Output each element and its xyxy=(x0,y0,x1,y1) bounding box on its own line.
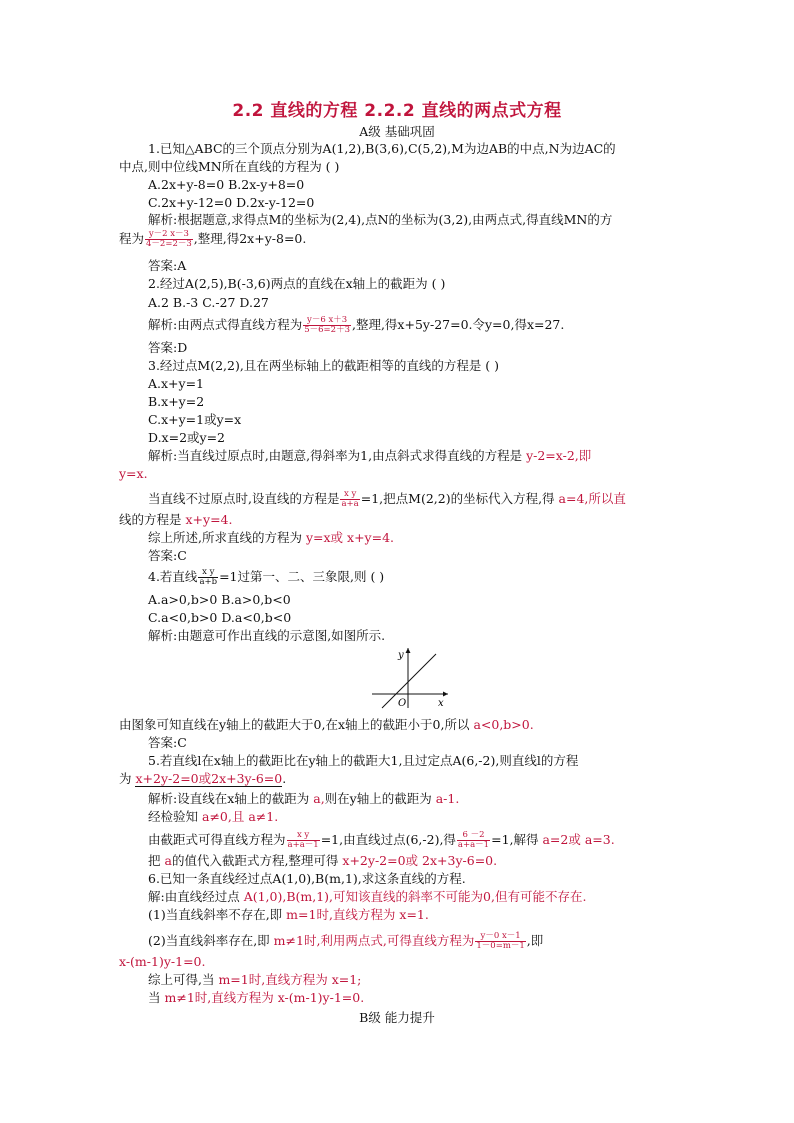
q3-analysis-line3 xyxy=(148,490,626,509)
q3-stem: 3.经过点M(2,2),且在两坐标轴上的截距相等的直线的方程是 ( ) xyxy=(148,358,500,373)
q4-line-diagram xyxy=(370,644,450,710)
q6-summary2-equation: x-(m-1)y-1=0. xyxy=(273,990,365,1005)
q6-solution-points: A(1,0),B(m,1),可知该直线的斜率不可能为0,但有可能不存在. xyxy=(239,889,587,904)
q6-case1-equation: x=1. xyxy=(395,907,429,922)
q3-answer: 答案:C xyxy=(148,548,187,563)
q3-option-d: D.x=2或y=2 xyxy=(148,430,226,445)
q3-option-b: B.x+y=2 xyxy=(148,394,205,409)
q2-fraction-numerator: y－6 x＋3 xyxy=(303,316,351,326)
q3-analysis-equation: y-2=x-2,即 xyxy=(522,448,592,463)
q1-option-cd: C.2x+y-12=0 D.2x-y-12=0 xyxy=(148,195,315,210)
q5-substitute-prefix: 把 xyxy=(148,853,161,868)
section-a-heading: A级 基础巩固 xyxy=(359,124,435,139)
q5-analysis-a: a, xyxy=(309,791,325,806)
q6-summary1-prefix: 综上可得,当 xyxy=(148,972,215,987)
q5-fraction-1 xyxy=(287,831,320,850)
q6-stem: 6.已知一条直线经过点A(1,0),B(m,1),求这条直线的方程. xyxy=(148,871,466,886)
q6-summary2-prefix: 当 xyxy=(148,990,161,1005)
q3-analysis-text: 解析:当直线过原点时,由题意,得斜率为1,由点斜式求得直线的方程是 xyxy=(148,448,523,463)
q5-stem-line2 xyxy=(119,771,286,787)
q5-fraction-2-denominator: a+a－1 xyxy=(457,840,490,850)
q6-summary1-condition: m=1时,直线方程为 xyxy=(214,972,328,987)
q1-stem-line2: 中点,则中位线MN所在直线的方程为 ( ) xyxy=(119,159,340,174)
q4-fraction xyxy=(198,568,218,587)
q6-case2-result: x-(m-1)y-1=0. xyxy=(119,954,206,969)
q6-summary2-condition: m≠1时,直线方程为 xyxy=(160,990,274,1005)
q1-analysis-result: ,整理,得2x+y-8=0. xyxy=(193,231,307,246)
q5-intercept-values: a=2或 a=3. xyxy=(538,832,615,847)
q4-analysis: 解析:由题意可作出直线的示意图,如图所示. xyxy=(148,628,386,643)
q1-analysis-text: 解析:根据题意,求得点M的坐标为(2,4),点N的坐标为(3,2),由两点式,得直线MN的方 xyxy=(148,212,613,227)
q6-fraction-numerator: y－0 x－1 xyxy=(475,932,525,942)
q2-fraction xyxy=(303,316,351,335)
q3-fraction-denominator: a+a xyxy=(341,499,359,509)
q5-analysis-line3 xyxy=(148,831,615,850)
q5-fraction-1-denominator: a+a－1 xyxy=(287,840,319,850)
q1-answer-text: 答案:A xyxy=(148,258,187,273)
x-axis-arrow xyxy=(443,692,448,697)
q3-summary-equations: y=x或 x+y=4. xyxy=(301,530,395,545)
q6-case1-prefix: (1)当直线斜率不存在,即 xyxy=(148,907,283,922)
sketch-line xyxy=(382,654,436,708)
q1-stem-line1: 1.已知△ABC的三个顶点分别为A(1,2),B(3,6),C(5,2),M为边AB的中点,N为边AC的 xyxy=(148,141,616,156)
q5-analysis-prefix: 解析:设直线在x轴上的截距为 xyxy=(148,791,310,806)
q5-fraction-1-numerator: x y xyxy=(287,831,320,841)
q4-fraction-denominator: a+b xyxy=(199,577,218,587)
q2-analysis xyxy=(148,316,564,335)
q3-analysis-case2: 当直线不过原点时,设直线的方程是 xyxy=(148,491,340,506)
q3-summary xyxy=(148,530,394,546)
q1-analysis xyxy=(148,212,612,228)
q6-fraction xyxy=(475,932,525,951)
q3-analysis-line2: y=x. xyxy=(119,466,148,481)
q2-stem: 2.经过A(2,5),B(-3,6)两点的直线在x轴上的截距为 ( ) xyxy=(148,276,446,291)
q2-answer: 答案:D xyxy=(148,340,188,355)
q3-analysis-a-value: a=4,所以直 xyxy=(554,491,626,506)
q5-fraction-2-numerator: 6 －2 xyxy=(457,831,490,841)
q5-stem-period: . xyxy=(282,771,287,786)
q6-summary-line2 xyxy=(148,990,364,1006)
q4-conclusion-result: a<0,b>0. xyxy=(469,717,534,732)
q2-analysis-result: ,整理,得x+5y-27=0.令y=0,得x=27. xyxy=(351,317,565,332)
q5-analysis-line4 xyxy=(148,853,497,869)
q2-options: A.2 B.-3 C.-27 D.27 xyxy=(148,295,269,310)
q5-intercept-mid: =1,由直线过点(6,-2),得 xyxy=(320,832,456,847)
q1-option-ab: A.2x+y-8=0 B.2x-y+8=0 xyxy=(148,177,305,192)
q5-analysis-line1 xyxy=(148,791,459,807)
q5-substitute-a: a xyxy=(160,853,172,868)
q1-answer xyxy=(148,258,186,274)
q6-fraction-denominator: 1－0=m－1 xyxy=(476,941,525,951)
q3-option-a: A.x+y=1 xyxy=(148,376,205,391)
origin-label: O xyxy=(398,698,407,709)
q5-analysis-line2 xyxy=(148,809,278,825)
y-axis-arrow xyxy=(406,648,411,653)
q3-fraction xyxy=(340,490,359,509)
q4-conclusion xyxy=(119,717,534,733)
q3-option-c: C.x+y=1或y=x xyxy=(148,412,242,427)
q5-intercept-solve: =1,解得 xyxy=(491,832,539,847)
q5-analysis-mid: 则在y轴上的截距为 xyxy=(324,791,432,806)
q5-intercept-prefix: 由截距式可得直线方程为 xyxy=(148,832,286,847)
q5-stem-prefix: 为 xyxy=(119,771,136,786)
q3-analysis-line4-prefix: 线的方程是 xyxy=(119,512,182,527)
q3-summary-prefix: 综上所述,所求直线的方程为 xyxy=(148,530,302,545)
q1-fraction-denominator: 4－2=2－3 xyxy=(146,239,192,249)
q4-option-ab: A.a>0,b>0 B.a>0,b<0 xyxy=(148,592,291,607)
q2-analysis-prefix: 解析:由两点式得直线方程为 xyxy=(148,317,303,332)
y-axis-label: y xyxy=(398,650,404,661)
q6-case1 xyxy=(148,907,429,923)
q5-analysis-a-minus-1: a-1. xyxy=(431,791,460,806)
q4-stem-suffix: =1过第一、二、三象限,则 ( ) xyxy=(219,569,385,584)
q5-check-prefix: 经检验知 xyxy=(148,809,199,824)
q1-fraction xyxy=(145,230,193,249)
q1-fraction-numerator: y－2 x－3 xyxy=(145,230,193,240)
q4-fraction-numerator: x y xyxy=(198,568,218,578)
q5-substitute-result: x+2y-2=0或 2x+3y-6=0. xyxy=(338,853,498,868)
q1-analysis-prefix: 程为 xyxy=(119,231,145,246)
page-title: 2.2 直线的方程 2.2.2 直线的两点式方程 xyxy=(232,101,562,121)
q6-case1-condition: m=1时,直线方程为 xyxy=(282,907,396,922)
q4-stem xyxy=(148,568,384,587)
q6-solution-line1 xyxy=(148,889,586,905)
q2-fraction-denominator: 5－6=2＋3 xyxy=(304,325,350,335)
q6-case2-prefix: (2)当直线斜率存在,即 xyxy=(148,933,270,948)
q5-fraction-2 xyxy=(457,831,490,850)
q3-analysis-substitute: =1,把点M(2,2)的坐标代入方程,得 xyxy=(360,491,555,506)
q5-substitute-mid: 的值代入截距式方程,整理可得 xyxy=(171,853,339,868)
q6-case2-condition: m≠1时,利用两点式,可得直线方程为 xyxy=(269,933,475,948)
q1-analysis-line2 xyxy=(119,230,306,249)
q4-answer: 答案:C xyxy=(148,735,187,750)
q3-fraction-numerator: x y xyxy=(340,490,359,500)
q3-analysis-line4-equation: x+y=4. xyxy=(181,512,233,527)
x-axis-label: x xyxy=(438,698,444,709)
q6-summary1-equation: x=1; xyxy=(327,972,362,987)
q5-answer-blank: x+2y-2=0或2x+3y-6=0 xyxy=(135,771,283,786)
q3-analysis-line1 xyxy=(148,448,591,464)
q6-case2-suffix: ,即 xyxy=(526,933,544,948)
q4-stem-prefix: 4.若直线 xyxy=(148,569,198,584)
q6-case2 xyxy=(148,932,543,951)
q5-check-condition: a≠0,且 a≠1. xyxy=(198,809,279,824)
q5-stem-line1: 5.若直线l在x轴上的截距比在y轴上的截距大1,且过定点A(6,-2),则直线l的方程 xyxy=(148,753,579,768)
q4-option-cd: C.a<0,b>0 D.a<0,b<0 xyxy=(148,610,292,625)
q6-solution-prefix: 解:由直线经过点 xyxy=(148,889,240,904)
q6-summary-line1 xyxy=(148,972,361,988)
section-b-heading: B级 能力提升 xyxy=(359,1010,435,1025)
q3-analysis-line4 xyxy=(119,512,232,528)
q4-conclusion-text: 由图象可知直线在y轴上的截距大于0,在x轴上的截距小于0,所以 xyxy=(119,717,470,732)
